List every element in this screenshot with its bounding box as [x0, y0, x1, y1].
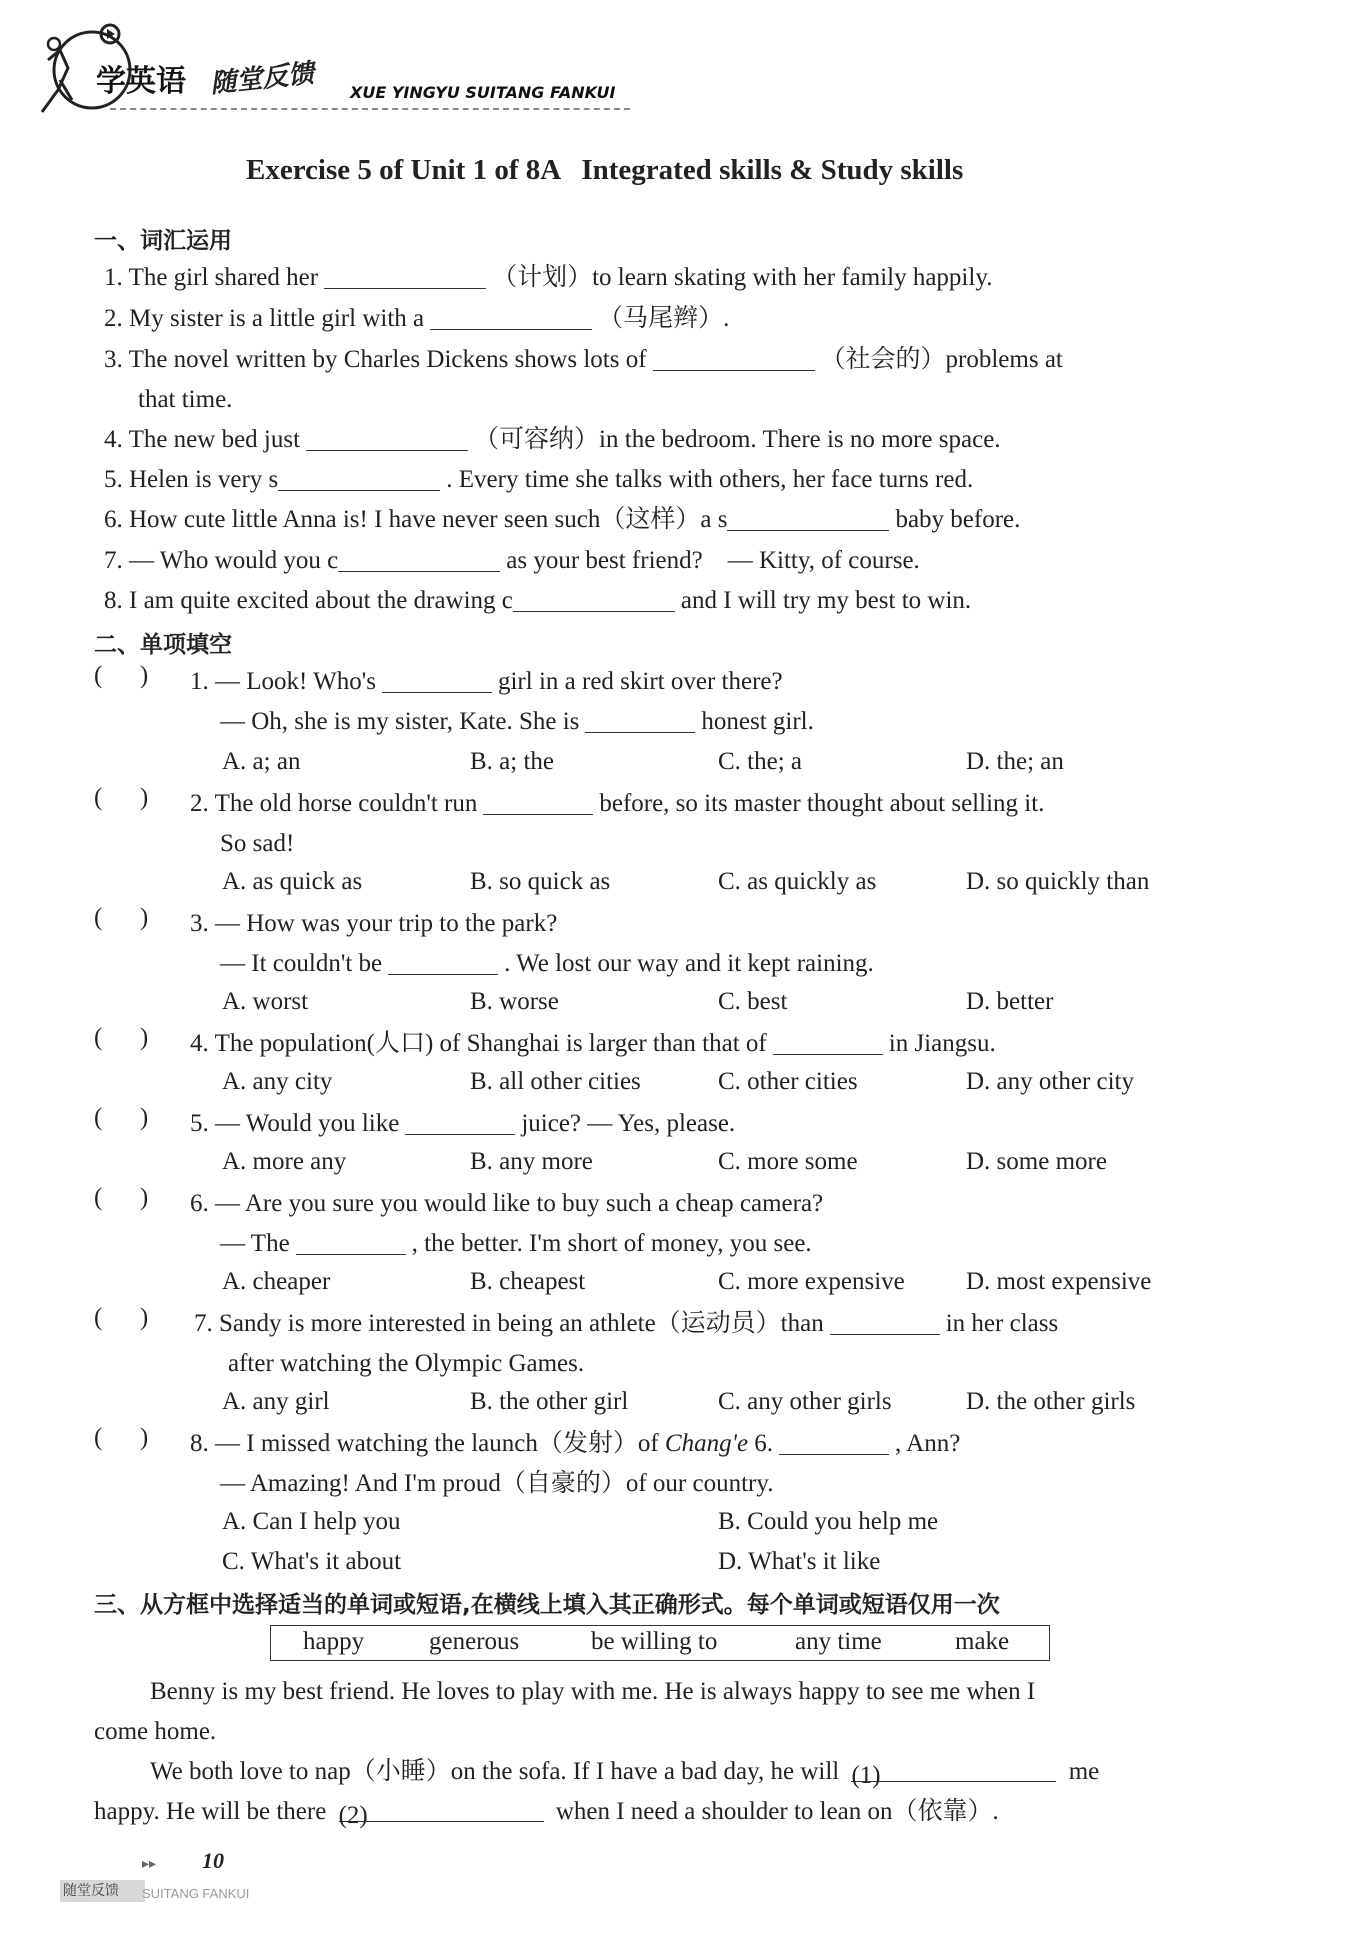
answer-paren[interactable]: ( ) [94, 784, 149, 811]
mc-q7-option-c[interactable]: C. any other girls [718, 1388, 892, 1415]
mc-q6-line2: — The , the better. I'm short of money, you see. [220, 1230, 812, 1257]
mc-q5-option-c[interactable]: C. more some [718, 1148, 858, 1175]
mc-q7-option-a[interactable]: A. any girl [222, 1388, 330, 1415]
answer-blank[interactable] [405, 1109, 515, 1135]
cloze-blank-1[interactable]: (1) [851, 1756, 1056, 1782]
word-box-item: be willing to [591, 1628, 718, 1655]
cloze-paragraph-2: We both love to nap（小睡）on the sofa. If I have a bad day, he will (1) me [150, 1758, 1100, 1789]
section-heading-mc: 二、单项填空 [94, 632, 232, 658]
vocab-item-2: 2. My sister is a little girl with a （马尾辫）. [104, 305, 730, 332]
mc-q1-option-d[interactable]: D. the; an [966, 748, 1064, 775]
footer-pinyin: SUITANG FANKUI [142, 1886, 250, 1901]
word-box [270, 1625, 1050, 1661]
brand-cursive: 随堂反馈 [208, 58, 316, 100]
answer-blank[interactable] [338, 546, 500, 572]
word-box-item: make [955, 1628, 1010, 1655]
answer-blank[interactable] [830, 1309, 940, 1335]
mc-q3-option-c[interactable]: C. best [718, 988, 788, 1015]
mc-q8-option-c[interactable]: C. What's it about [222, 1548, 402, 1575]
answer-paren[interactable]: ( ) [94, 1424, 149, 1451]
mc-q4-option-c[interactable]: C. other cities [718, 1068, 858, 1095]
mc-q7-line1: 7. Sandy is more interested in being an athlete（运动员）than in her class [194, 1310, 1059, 1337]
mc-q1-option-b[interactable]: B. a; the [470, 748, 555, 775]
cloze-blank-2[interactable]: (2) [339, 1796, 544, 1822]
answer-blank[interactable] [653, 345, 815, 371]
page-title: Exercise 5 of Unit 1 of 8A Integrated skills & Study skills [246, 154, 964, 186]
mc-q8-line2: — Amazing! And I'm proud（自豪的）of our country. [220, 1470, 774, 1497]
mc-q8-option-a[interactable]: A. Can I help you [222, 1508, 401, 1535]
vocab-item-5: 5. Helen is very s . Every time she talks with others, her face turns red. [104, 466, 974, 493]
mc-q6-option-d[interactable]: D. most expensive [966, 1268, 1152, 1295]
mc-q7-option-d[interactable]: D. the other girls [966, 1388, 1136, 1415]
answer-paren[interactable]: ( ) [94, 662, 149, 689]
mc-q8-line1: 8. — I missed watching the launch（发射）of Chang'e 6. , Ann? [190, 1430, 961, 1457]
section-heading-cloze: 三、从方框中选择适当的单词或短语,在横线上填入其正确形式。每个单词或短语仅用一次 [94, 1592, 1000, 1618]
vocab-item-3-cont: that time. [138, 386, 233, 413]
mc-q7-option-b[interactable]: B. the other girl [470, 1388, 629, 1415]
answer-blank[interactable] [324, 263, 486, 289]
mc-q6-line1: 6. — Are you sure you would like to buy such a cheap camera? [190, 1190, 824, 1217]
mc-q3-line2: — It couldn't be . We lost our way and it kept raining. [220, 950, 874, 977]
mc-q5-line1: 5. — Would you like juice? — Yes, please. [190, 1110, 736, 1137]
mc-q4-line1: 4. The population(人口) of Shanghai is larger than that of in Jiangsu. [190, 1030, 996, 1057]
mc-q8-option-d[interactable]: D. What's it like [718, 1548, 881, 1575]
answer-blank[interactable] [513, 586, 675, 612]
answer-blank[interactable] [773, 1029, 883, 1055]
vocab-item-4: 4. The new bed just （可容纳）in the bedroom. There is no more space. [104, 426, 1001, 453]
answer-blank[interactable] [585, 707, 695, 733]
mc-q4-option-b[interactable]: B. all other cities [470, 1068, 641, 1095]
brand-title: 学英语 [96, 64, 186, 99]
vocab-item-1: 1. The girl shared her （计划）to learn skating with her family happily. [104, 264, 993, 291]
mc-q1-line2: — Oh, she is my sister, Kate. She is honest girl. [220, 708, 814, 735]
answer-blank[interactable] [430, 304, 592, 330]
mc-q3-option-a[interactable]: A. worst [222, 988, 309, 1015]
footer-tag: 随堂反馈 [60, 1880, 145, 1902]
mc-q2-line1: 2. The old horse couldn't run before, so its master thought about selling it. [190, 790, 1045, 817]
mc-q5-option-a[interactable]: A. more any [222, 1148, 347, 1175]
answer-paren[interactable]: ( ) [94, 1104, 149, 1131]
mc-q5-option-d[interactable]: D. some more [966, 1148, 1107, 1175]
mc-q2-option-d[interactable]: D. so quickly than [966, 868, 1150, 895]
answer-paren[interactable]: ( ) [94, 1184, 149, 1211]
page-number: 10 [202, 1848, 224, 1873]
cloze-paragraph-2-cont: happy. He will be there (2) when I need a shoulder to lean on（依靠）. [94, 1798, 999, 1829]
cloze-paragraph-1: Benny is my best friend. He loves to play with me. He is always happy to see me when I [150, 1678, 1036, 1705]
mc-q2-option-a[interactable]: A. as quick as [222, 868, 363, 895]
answer-blank[interactable] [779, 1429, 889, 1455]
answer-blank[interactable] [382, 667, 492, 693]
mc-q4-option-a[interactable]: A. any city [222, 1068, 333, 1095]
mc-q2-line2: So sad! [220, 830, 295, 857]
word-box-item: any time [795, 1628, 882, 1655]
mc-q3-line1: 3. — How was your trip to the park? [190, 910, 558, 937]
mc-q2-option-b[interactable]: B. so quick as [470, 868, 611, 895]
mc-q1-option-c[interactable]: C. the; a [718, 748, 803, 775]
header-rule [110, 108, 630, 110]
mc-q7-line2: after watching the Olympic Games. [228, 1350, 585, 1377]
answer-blank[interactable] [483, 789, 593, 815]
answer-blank[interactable] [727, 505, 889, 531]
answer-blank[interactable] [306, 425, 468, 451]
mc-q6-option-a[interactable]: A. cheaper [222, 1268, 331, 1295]
mc-q1-line1: 1. — Look! Who's girl in a red skirt over there? [190, 668, 783, 695]
mc-q5-option-b[interactable]: B. any more [470, 1148, 593, 1175]
answer-paren[interactable]: ( ) [94, 1024, 149, 1051]
word-box-item: happy [303, 1628, 365, 1655]
vocab-item-6: 6. How cute little Anna is! I have never seen such（这样）a s baby before. [104, 506, 1021, 533]
brand-pinyin: XUE YINGYU SUITANG FANKUI [350, 83, 616, 102]
answer-blank[interactable] [388, 949, 498, 975]
mc-q6-option-c[interactable]: C. more expensive [718, 1268, 905, 1295]
section-heading-vocab: 一、词汇运用 [94, 228, 232, 254]
mc-q6-option-b[interactable]: B. cheapest [470, 1268, 586, 1295]
answer-blank[interactable] [296, 1229, 406, 1255]
mc-q3-option-b[interactable]: B. worse [470, 988, 559, 1015]
mc-q8-option-b[interactable]: B. Could you help me [718, 1508, 939, 1535]
answer-blank[interactable] [278, 465, 440, 491]
vocab-item-8: 8. I am quite excited about the drawing c and I will try my best to win. [104, 587, 972, 614]
vocab-item-7: 7. — Who would you c as your best friend? — Kitty, of course. [104, 547, 920, 574]
answer-paren[interactable]: ( ) [94, 904, 149, 931]
mc-q3-option-d[interactable]: D. better [966, 988, 1054, 1015]
play-arrow-icon: ▸▸ [142, 1857, 157, 1872]
mc-q4-option-d[interactable]: D. any other city [966, 1068, 1135, 1095]
mc-q2-option-c[interactable]: C. as quickly as [718, 868, 877, 895]
vocab-item-3: 3. The novel written by Charles Dickens shows lots of （社会的）problems at [104, 346, 1063, 373]
cloze-paragraph-1-cont: come home. [94, 1718, 217, 1745]
answer-paren[interactable]: ( ) [94, 1304, 149, 1331]
word-box-item: generous [429, 1628, 520, 1655]
mc-q1-option-a[interactable]: A. a; an [222, 748, 301, 775]
